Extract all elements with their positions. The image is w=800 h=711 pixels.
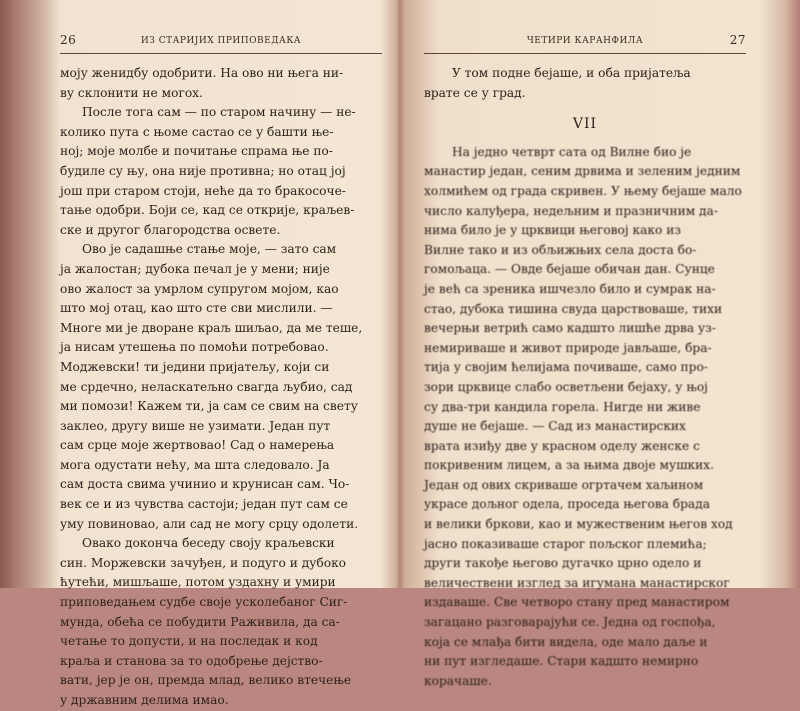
right-page-body bbox=[424, 64, 746, 691]
right-page-number: 27 bbox=[729, 33, 746, 47]
left-paragraph-3: Ово је садашње стање моје, — зато сам ја жалостан; дубока печал је у мени; није ово жалост за умрлом супругом мојом, као што мој отац, као што сте сви мислили. — Многе ми је дворане краљ шиљао, да ме теше, ја нисам утешења по помоћи потребовао. Моджевски! ти једини пријатељу, који си ме срдечно, неласкатељно свагда љубио, сад ми помози! Кажем ти, ја сам се свим на свету заклео, другу више не узимати. Један пут сам срце моје жертвовао! Сад о намерења мога одустати нећу, ма шта следовало. Ја сам доста свима учинио и крунисан сам. Чо- век се и из чувства састоји; један пут сам се уму повиновао, али сад не могу срцу одолети. bbox=[60, 242, 363, 531]
left-page-number: 26 bbox=[60, 33, 77, 47]
left-page bbox=[60, 0, 382, 707]
right-running-head: ЧЕТИРИ КАРАНФИЛА bbox=[526, 36, 644, 46]
left-paragraph-1: моју женидбу одобрити. На ово ни њега ни- ву склонити не могох. bbox=[60, 66, 344, 100]
binding-shadow bbox=[0, 0, 60, 588]
left-paragraph-4: Овако доконча беседу своју краљевски син. Моржевски зачуђен, и подуго и дубоко ћутећи, мишљаше, потом уздахну и умири приповедањем судбе своје усколебаног Сиг- мунда, обећа се побудити Раживила, да са- четање то допусти, и на последак и код краља и станова за то одобрење дејство- вати, јер је он, премда млад, велико втечење у државним делима имао. bbox=[60, 536, 352, 707]
right-page-header bbox=[424, 33, 746, 54]
left-running-head: ИЗ СТАРИЈИХ ПРИПОВЕДАКА bbox=[140, 36, 302, 46]
chapter-heading: VII bbox=[572, 116, 598, 133]
right-page bbox=[424, 0, 746, 688]
left-page-body bbox=[60, 64, 382, 711]
right-paragraph: На једно четврт сата од Вилне био је манастир један, сеним дрвима и зеленим једним холмићем од града скривен. У њему бејаше мало число калуђера, недељним и празничним да- нима било је у црквици његовој како из Вилне тако и из обљижњих села доста бо- гомољаца. — Овде бејаше обичан дан. Сунце је већ са зреника ишчезло било и сумрак на- стао, дубока тишина свуда царствоваше, тихи вечерњи ветрић само кадшто лишће дрва уз- немириваше и живот природе јављаше, бра- тија у својим ћелијама почиваше, само про- зори црквице слабо осветљени бејаху, у њој су два-три кандила горела. Нигде ни живе душе не бејаше. — Сад из манастирских врата изиђу две у красном оделу женске с покривеним лицем, а за њима двоје мушких. Један од ових скриваше огртачем хаљином украсе дољног одела, проседа његова брада и велики бркови, као и мужественим његов ход јасно показиваше старог пољског племића; други такође његово дугачко црно одело и величествени изглед за игумана манастирског издаваше. Све четворо стану пред манастиром загацано разговарајући се. Једна од госпођа, која се млађа бити видела, оде мало даље и ни пут изгледаше. Стари кадшто немирно корачаше. bbox=[424, 144, 742, 688]
left-paragraph-2: После тога сам — по старом начину — не- колико пута с њоме састао се у башти ње- ној; моје молбе и почитање спрама ње по- будиле су њу, она није противна; но отац јој још при старом стоји, неће да то бракосоче- тање одобри. Боји се, кад се открије, краљев- ске и другог благородства освете. bbox=[60, 105, 356, 237]
right-intro-paragraph: У том подне бејаше, и оба пријатеља врате се у град. bbox=[424, 66, 691, 100]
left-page-header bbox=[60, 33, 382, 54]
